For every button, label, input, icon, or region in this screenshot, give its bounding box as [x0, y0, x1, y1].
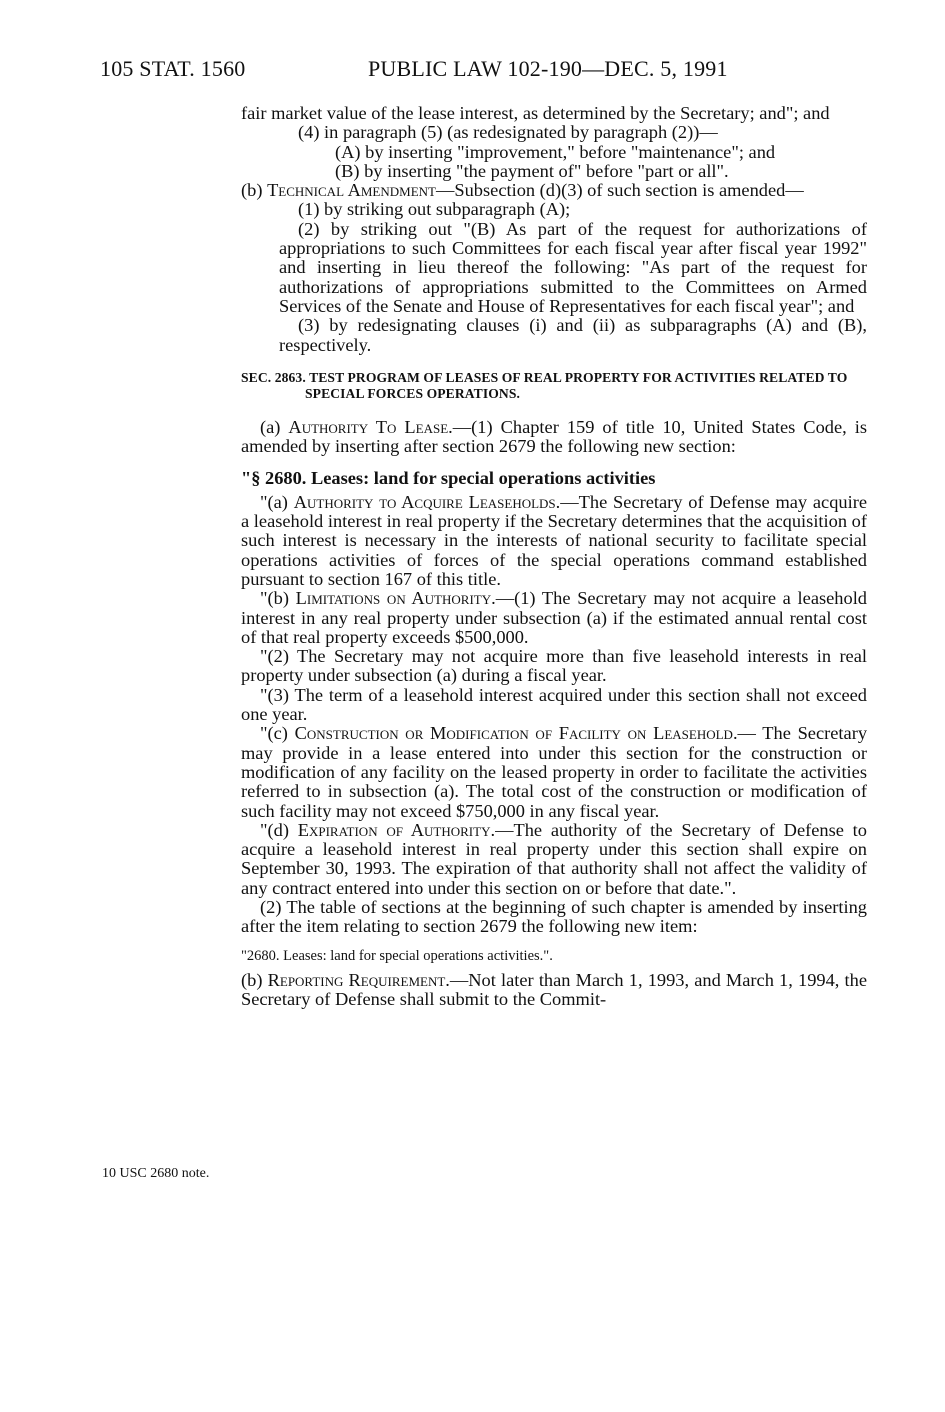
paragraph-lead: "(c): [260, 723, 288, 744]
section-heading: SEC. 2863. TEST PROGRAM OF LEASES OF REAL PROPERTY FOR ACTIVITIES RELATED TO SPECIAL FORCES OPERATIONS.: [241, 369, 848, 401]
body-paragraph: "(2) The Secretary may not acquire more than five leasehold interests in real property under subsection (a) during a fiscal year.: [241, 646, 867, 686]
paragraph-heading: Limitations on Authority: [295, 588, 492, 609]
paragraph-text: .—The Secretary of Defense may acquire a leasehold interest in real property if the Secretary determines that the acquisition of such interest is necessary in the interests of national security to facilitate special operations activities of forces of the special operations command established pursuant to section 167 of this title.: [241, 491, 868, 589]
paragraph-heading: Construction or Modification of Facility on Leasehold: [294, 723, 733, 744]
paragraph-lead: "(a): [260, 491, 288, 512]
body-paragraph: [241, 418, 867, 457]
body-paragraph: "(3) The term of a leasehold interest acquired under this section shall not exceed one year.: [241, 684, 867, 725]
body-paragraph: fair market value of the lease interest, as determined by the Secretary; and"; and: [241, 103, 830, 123]
paragraph-text: .—(1) The Secretary may not acquire a leasehold interest in any real property under subsection (a) if the estimated annual rental cost of that real property exceeds $500,000.: [241, 588, 867, 647]
table-of-sections-item: "2680. Leases: land for special operations activities.".: [241, 947, 553, 964]
paragraph-lead: "(b): [260, 588, 289, 609]
body-paragraph: [241, 589, 867, 647]
body-paragraph: (2) The table of sections at the beginning of such chapter is amended by inserting after the item relating to section 2679 the following new item:: [241, 896, 867, 937]
stat-page-number: 105 STAT. 1560: [100, 56, 246, 81]
body-paragraph: (3) by redesignating clauses (i) and (ii) as subparagraphs (A) and (B), respectively.: [279, 315, 867, 355]
body-paragraph: (2) by striking out "(B) As part of the request for authorizations of appropriations to such Committees for each fiscal year after fiscal year 1992" and inserting in lieu thereof the following: "As part of the request for authorizations of appropriations submitted to the Committees on Armed Services of the Senate and House of Representatives for each fiscal year"; and: [279, 218, 867, 316]
paragraph-heading: Technical Amendment: [267, 180, 436, 201]
paragraph-heading: Expiration of Authority: [297, 819, 491, 840]
body-paragraph: [241, 821, 867, 898]
paragraph-text: .— The Secretary may provide in a lease entered into under this section for the construction or modification of any facility on the leased property in order to facilitate the activities referred to in subsection (a). The total cost of the construction or modification of such facility may not exceed $750,000 in any fiscal year.: [241, 723, 868, 821]
body-paragraph: [241, 493, 867, 589]
body-paragraph: (4) in paragraph (5) (as redesignated by paragraph (2))—: [298, 122, 718, 143]
margin-note: 10 USC 2680 note.: [102, 1166, 210, 1181]
paragraph-lead: (b): [241, 969, 263, 990]
public-law-title: PUBLIC LAW 102-190—DEC. 5, 1991: [368, 56, 728, 81]
body-paragraph: (A) by inserting "improvement," before "maintenance"; and: [335, 141, 776, 162]
paragraph-heading: Reporting Requirement: [267, 969, 446, 990]
paragraph-heading: Authority To Lease: [288, 416, 449, 437]
paragraph-text: .—The authority of the Secretary of Defense to acquire a leasehold interest in real property under this section shall expire on September 30, 1993. The expiration of that authority shall not affect the validity of any contract entered into under this section on or before that date.".: [241, 819, 867, 898]
paragraph-heading: Authority to Acquire Leaseholds: [293, 491, 556, 512]
paragraph-text: .—Not later than March 1, 1993, and March 1, 1994, the Secretary of Defense shall submit to the Commit-: [241, 969, 867, 1009]
body-paragraph: [241, 971, 867, 1010]
body-paragraph: [241, 724, 867, 820]
paragraph-text: .—(1) Chapter 159 of title 10, United States Code, is amended by inserting after section 2679 the following new section:: [241, 416, 867, 457]
body-paragraph: (B) by inserting "the payment of" before "part or all".: [335, 160, 729, 181]
page-header: [100, 56, 870, 88]
section-title: "§ 2680. Leases: land for special operations activities: [241, 468, 656, 489]
page-body: [241, 104, 867, 1009]
paragraph-lead: (a): [260, 416, 281, 437]
paragraph-lead: "(d): [260, 819, 289, 840]
paragraph-lead: (b): [241, 180, 263, 201]
paragraph-text: —Subsection (d)(3) of such section is amended—: [435, 180, 804, 201]
body-paragraph: (1) by striking out subparagraph (A);: [298, 199, 571, 220]
body-paragraph: [241, 181, 867, 200]
